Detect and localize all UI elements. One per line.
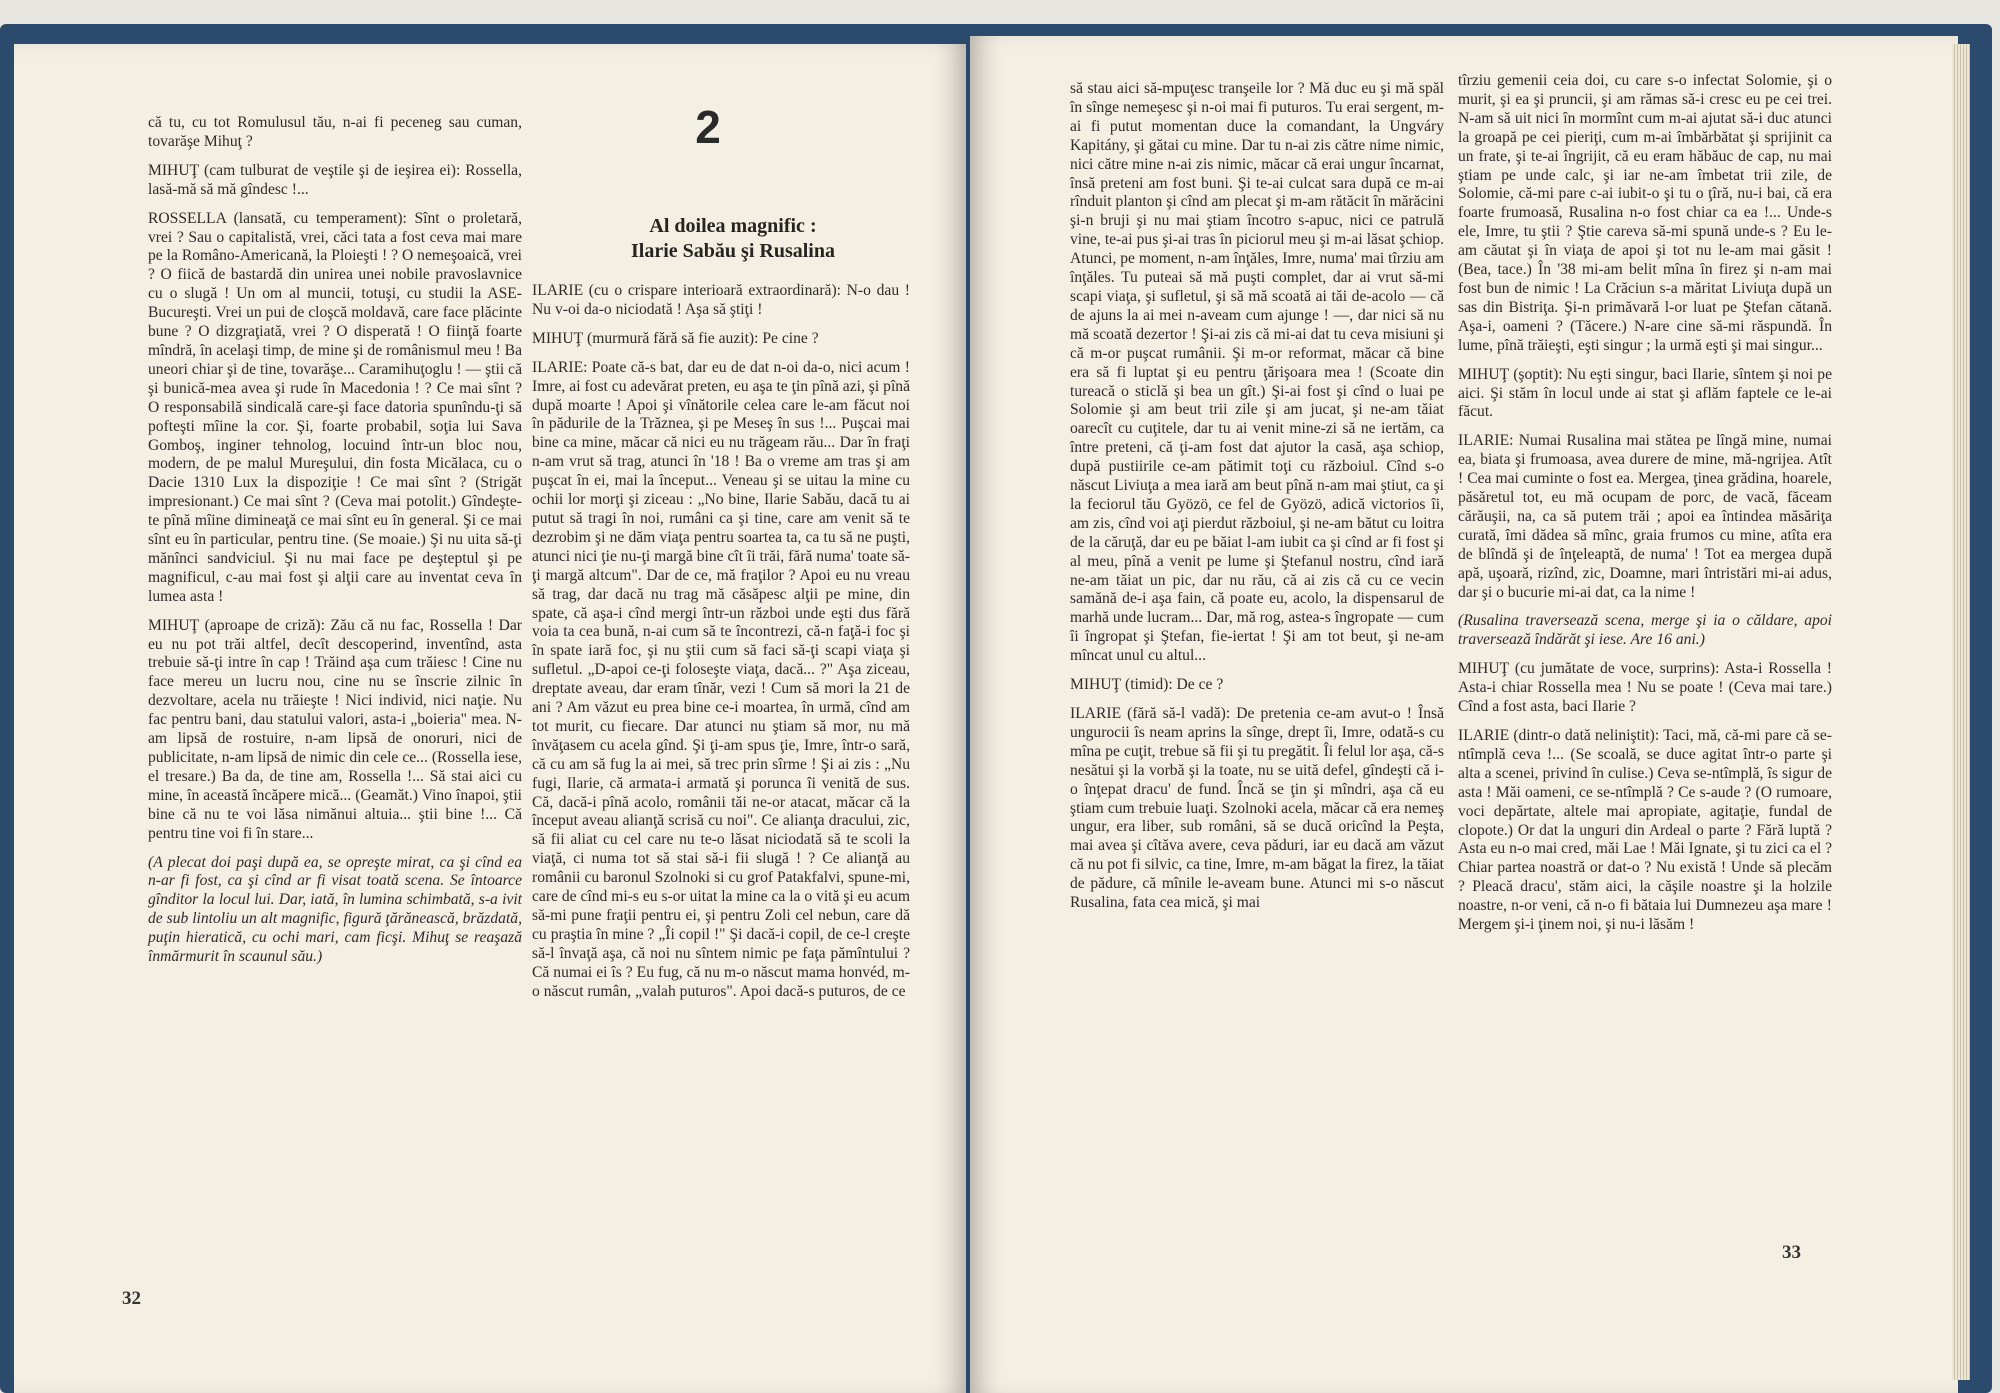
paragraph: ILARIE (fără să-l vadă): De pretenia ce-am avut-o ! Însă ungurocii îs neam aprins la sînge, drept îi, Imre, odată-s cu mîna pe cuţit, trebue să fii şi tu pregătit. Îi felul lor aşa, că-s nesătui şi la vorbă şi la toate, nu se uită defel, gîndeşti că i-o înţepat dracu' de fund. Încă se ţin şi mîndri, aşa că eu ştiam cum trebuie luaţi. Szolnoki acela, măcar că era nemeş ungur, era liber, sub români, să se ducă oricînd la Peşta, mai avea şi cîtăva avere, ceva păduri, iar eu dacă am văzut că nu pot fi silvic, ca tine, Imre, m-am băgat la firez, la tăiat de pădure, că mînile le-aveam bune. Atunci mi s-o născut Rusalina, fata cea mică, şi mai — [1070, 705, 1444, 912]
chapter-number: 2 — [695, 101, 721, 153]
paragraph: (A plecat doi paşi după ea, se opreşte mirat, ca şi cînd ea n-ar fi fost, ca şi cînd ar fi visat toată scena. Se întoarce gînditor la locul lui. Dar, iată, în lumina schimbată, s-a ivit de sub lintoliu un alt magnific, figură ţărănească, brăzdată, puţin hieratică, cu ochi mari, cam ficşi. Mihuţ se reaşază înmărmurit în scaunul său.) — [148, 853, 522, 966]
left-page — [14, 44, 966, 1393]
paragraph: ILARIE (dintr-o dată neliniştit): Taci, mă, că-mi pare că se-ntîmplă ceva !... (Se scoală, se duce agitat într-o parte şi alta a scenei, privind în culise.) Ceva se-ntîmplă, îs sigur de asta ! Măi oameni, ce se-ntîmplă ? Ce s-aude ? (O rumoare, voci depărtate, altele mai apropiate, agitaţie, fundal de clopote.) Or dat la unguri din Ardeal o parte ? Fără luptă ? Asta eu n-o mai cred, măi Lae ! Măi Ignate, şi tu zici ca el ? Chiar partea noastră or dat-o ? Nu există ! Unde să plecăm ? Pleacă dracu', stăm aici, la căşile noastre şi la holzile noastre, n-or veni, că n-o fi bătaia lui Dumnezeu aşa mare ! Mergem şi-i ţinem noi, şi nu-i lăsăm ! — [1458, 727, 1832, 934]
right-page — [970, 36, 1958, 1393]
paragraph: ILARIE (cu o crispare interioară extraordinară): N-o dau ! Nu v-oi da-o niciodată ! Aşa să ştiţi ! — [532, 282, 910, 318]
chapter-title — [548, 214, 918, 264]
paragraph: ILARIE: Numai Rusalina mai stătea pe lîngă mine, numai ea, biata şi frumoasa, avea durere de mine, mă-ngrijea. Atît ! Cea mai cuminte o fost ea. Mergea, ţinea grădina, hoarele, păsăretul tot, eu mă ocupam de porc, de vacă, făceam cărăuşii, na, ca să putem trăi ; apoi ea întindea măsăriţa curată, îmi dădea să mînc, graia frumos cu mine, atîta era de blîndă şi de înţeleaptă, de numa' ! Tot ea mergea după apă, uşoară, rizînd, zic, Doamne, mari întristări mi-ai adus, dar şi o bucurie mi-ai dat, ca la nime ! — [1458, 432, 1832, 601]
page-number-right: 33 — [1782, 1242, 1801, 1263]
text-column-4 — [1458, 72, 1832, 935]
paragraph: ILARIE: Poate că-s bat, dar eu de dat n-oi da-o, nici acum ! Imre, ai fost cu adevărat preten, eu aşa te ţin pînă azi, şi pînă după moarte ! Apoi şi vînătorile celea care le-am făcut noi în pădurile de la Trăznea, şi pe Meseş în sus !... Puşcai mai bine ca mine, măcar că nici eu nu trăgeam rău... Dar în fraţi n-am vrut să trag, atunci în '18 ! Ba o vreme am tras şi am puşcat în ei, mai la început... Veneau şi se uitau la mine cu ochii lor morţi şi ziceau : „No bine, Ilarie Sabău, dacă tu ai putut să tragi în noi, rumâni ca şi tine, care am venit să te dezrobim şi ne dăm viaţa pentru soartea ta, ca tu să ne puşti, atunci nici ţie nu-ţi margă bine cît îi trăi, fără numa' toate să-ţi margă altcum". Dar de ce, mă fraţilor ? Apoi eu nu vreau să trag, dar dacă nu trag mă căsăpesc alţii pe mine, din spate, că aşa-i cînd mergi într-un război unde eşti dus fără voia ta cea bună, n-ai cum să te încontrezi, că-n faţă-i foc şi în spate iară foc, şi nu ştii cum să faci să-ţi scapi viaţa şi sufletul. „D-apoi ce-ţi foloseşte viaţa, dacă... ?" Aşa ziceau, dreptate aveau, dar eram tînăr, vezi ! Cum să mori la 21 de ani ? Am văzut eu prea bine ce-i moartea, în urmă, cînd am tot murit, cu fiecare. Dar atunci nu ştiam să mor, nu mă învăţasem cu acela gînd. Şi ţi-am spus ţie, Imre, într-o sară, că cu am să fug la ai mei, să trec prin sîrme ! Şi ai zis : „Nu fugi, Ilarie, că armata-i armată şi porunca îi venită de sus. Că, dacă-i pînă acolo, românii tăi ne-or atacat, măcar că la început aveau alianţă scrisă cu noi". Ce alianţa dracului, zic, să fii aliat cu cel care nu te-o lăsat niciodată să te scoli la viaţă, ci numa tot să stai să-i fii slugă ! ? Ce alianţă au românii cu baronul Szolnoki si cu grof Patakfalvi, spune-mi, care de cînd mi-s eu s-or uitat la mine ca la o vită şi eu acum să-mi pune fraţii pentru ei, şi pentru Zoli cel nebun, care dă cu praştia în mine ? „Îi copil !" Şi dacă-i copil, de ce-l creşte să-l învaţă aşa, că noi nu sîntem nimic pe faţa pămîntului ? Că numai ei îs ? Eu fug, că nu m-o născut mama honvéd, m-o născut rumân, „valah puturos". Apoi dacă-s puturos, de ce — [532, 358, 911, 1000]
paragraph: ROSSELLA (lansată, cu temperament): Sînt o proletară, vrei ? Sau o capitalistă, vrei, căci tata a fost ceva mai mare pe la Româno-Americană, la Ploieşti ! ? O nemeşoaică, vrei ? O fiică de bastardă din unirea unei nobile pravoslavnice cu o slugă ! Un om al muncii, totuşi, cu studii la ASE-Bucureşti. Vrei un pui de cloşcă moldavă, care face plăcinte bune ? O dizgraţiată, vrei ? O disperată ! O fiinţă foarte mîndră, în acelaşi timp, de mine şi de românismul meu ! Ba uneori chiar şi de tine, tovarăşe... Caramihuţoglu ! — ştii că şi bunică-mea avea şi rude în Macedonia ! ? Ce mai sînt ? O responsabilă sindicală care-şi face datoria spunîndu-ţi să pofteşti mîine la cor. Şi, foarte probabil, soţia lui Sava Gomboş, inginer tehnolog, locuind într-un bloc nou, modern, de pe malul Mureşului, din fosta Micălaca, cu o Dacie 1310 Lux la dispoziţie ! Ce mai sînt ? (Strigăt impresionant.) Ce mai sînt ? (Ceva mai potolit.) Gîndeşte-te pînă mîine dimineaţă ce mai sînt eu în general. Şi ce mai sînt eu în particular, pentru tine. (Se moaie.) Şi nu uita să-ţi mănînci sandviciul. Şi nu mai face pe deşteptul şi pe magnificul, c-au mai fost şi alţii care au inventat ceva în lumea asta ! — [148, 209, 522, 605]
paragraph: că tu, cu tot Romulusul tău, n-ai fi peceneg sau cuman, tovarăşe Mihuţ ? — [148, 114, 522, 150]
paragraph: să stau aici să-mpuţesc tranşeile lor ? Mă duc eu şi mă spăl în sînge nemeşesc şi n-oi mai fi puturos. Tu erai sergent, m-ai fi putut momentan duce la comandant, la Ungváry Kapitány, şi gătai cu mine. Dar tu n-ai zis către nime nimic, nici către mine n-ai zis nimic, măcar că erai ungur încarnat, însă preteni am fost buni. Şi te-ai culcat sara după ce m-ai rînduit planton şi cînd am plecat şi m-am rătăcit în mărăcini şi-n bruji şi nu mai ştiam încotro s-apuc, nici ce patrulă vine, te-ai pus şi-ai tras în piciorul meu şi m-ai lăsat şchiop. Atunci, pe moment, n-am înţăles, Imre, numa' mai tîrziu am înţăles. Tu puteai să mă puşti complet, dar ai vrut să-mi scapi viaţa, şi sufletul, şi să mă scoată ai tăi de-acolo — că de ajuns la ai mei n-aveam cum ajunge ! —, dar nici să nu mă scoată dezertor ! Şi-ai zis că mi-ai dat tu ceva misiuni şi că m-or puşcat rumânii. Şi m-or reformat, măcar că bine era să fi luptat şi eu pentru ţărişoara mea ! (Scoate din tureacă o sticlă şi bea un gît.) Şi-ai fost şi cînd o luai pe Solomie şi am beut trii zile şi am jucat, şi ne-am tăiat oarecît cu cuţitele, dar tu ai venit mine-zi să ne iertăm, ca între preteni, că ţi-am fost dat ajutor la casă, aşa schiop, după pustiirile ce-am pătimit toţi cu războiul. Cînd s-o născut Liviuţa a mea iară am beut pînă n-am mai ştiut, ca şi la feciorul tău Gyözö, ce fel de Gyözö, adică victorios îi, am zis, cînd voi aţi pierdut războiul, şi ne-am bătut cu loitra de la căruţă, dar eu pe băiat l-am iubit ca şi cînd ar fi fost şi al meu, pînă a venit pe lume şi Ştefanul nostru, cînd iară ne-am tăiat un pic, dar nu rău, că ai zis că cu ce vecin samănă de-i aşa fain, că poate eu, acolo, la dispensarul de marhă unde lucram... Dar, mă rog, astea-s îngropate — cum îi îngropat şi Ştefan, fie-iertat ! Şi am tot beut, şi ne-am mîncat unul cu altul... — [1070, 80, 1444, 665]
text-column-1 — [148, 114, 522, 967]
paragraph: (Rusalina traversează scena, merge şi ia o căldare, apoi traversează îndărăt şi iese. Are 16 ani.) — [1458, 612, 1832, 649]
page-edges — [1952, 44, 1970, 1380]
paragraph: MIHUŢ (şoptit): Nu eşti singur, baci Ilarie, sîntem şi noi pe aici. Şi stăm în locul unde ai stat şi aflăm faptele ce le-ai făcut. — [1458, 365, 1832, 421]
paragraph: MIHUŢ (cu jumătate de voce, surprins): Asta-i Rossella ! Asta-i chiar Rossella mea ! Nu se poate ! (Ceva mai tare.) Cînd a fost asta, baci Ilarie ? — [1458, 660, 1832, 716]
paragraph: MIHUŢ (cam tulburat de veştile şi de ieşirea ei): Rossella, lasă-mă să mă gîndesc !... — [148, 161, 522, 198]
paragraph: MIHUŢ (timid): De ce ? — [1070, 676, 1224, 694]
paragraph: tîrziu gemenii ceia doi, cu care s-o infectat Solomie, şi o murit, şi ea şi pruncii, şi am rămas să-i cresc eu pe cei trei. N-am să uit nici în mormînt cum m-ai ajutat să-i duc atunci la groapă pe cei pieriţi, cum m-ai îmbărbătat şi sprijinit ca un frate, şi te-ai îngrijit, că eu eram hăbăuc de cap, nu mai ştiam pe unde calc, şi iar ne-am îmbetat trii zile, de Solomie, că-mi pare c-ai iubit-o şi tu o ţîră, nu-i bai, că era foarte frumoasă, Rusalina n-o fost chiar ca ea !... Unde-s ele, Imre, tu ştii ? Ştie careva să-mi spună unde-s ? Eu le-am căutat şi în viaţa de apoi şi tot nu le-am mai găsit ! (Bea, tace.) În '38 mi-am belit mîna în firez şi n-am mai fost bun de nimic ! La Crăciun s-a măritat Liviuţa după un sas din Bistriţa. Şi-n primăvară l-or luat pe Ştefan cătană. Aşa-i, oameni ? (Tăcere.) N-are cine să-mi răspundă. În lume, pînă trăieşti, eşti singur ; la urmă eşti şi mai singur... — [1458, 72, 1832, 354]
page-number-left: 32 — [122, 1288, 141, 1309]
paragraph: MIHUŢ (murmură fără să fie auzit): Pe cine ? — [532, 329, 819, 347]
chapter-title-line-1: Al doilea magnific : — [649, 215, 817, 237]
text-column-3 — [1070, 80, 1444, 913]
paragraph: MIHUŢ (aproape de criză): Zău că nu fac, Rossella ! Dar eu nu pot trăi altfel, decît descoperind, inventînd, asta trebuie să-ţi intre în cap ! Trăind aşa cum trăiesc ! Cine nu face mereu un lucru nou, cine nu se înscrie zilnic în dezvoltare, acela nu trăieşte ! Nici individ, nici naţie. Nu fac pentru bani, dau statului valori, asta-i „boieria" mea. N-am lipsă de rostuire, n-am lipsă de onoruri, nici de publicitate, n-am lipsă de nimic din cele ce... (Rossella iese, el tresare.) Ba da, de tine am, Rossella !... Să stai aici cu mine, în această încăpere mică... (Geamăt.) Vino înapoi, ştii bine că nu te voi lăsa nimănui altuia... ştii bine !... Că pentru tine voi fi în stare... — [148, 616, 522, 842]
text-column-2 — [532, 282, 910, 1002]
chapter-title-line-2: Ilarie Sabău şi Rusalina — [631, 240, 835, 262]
